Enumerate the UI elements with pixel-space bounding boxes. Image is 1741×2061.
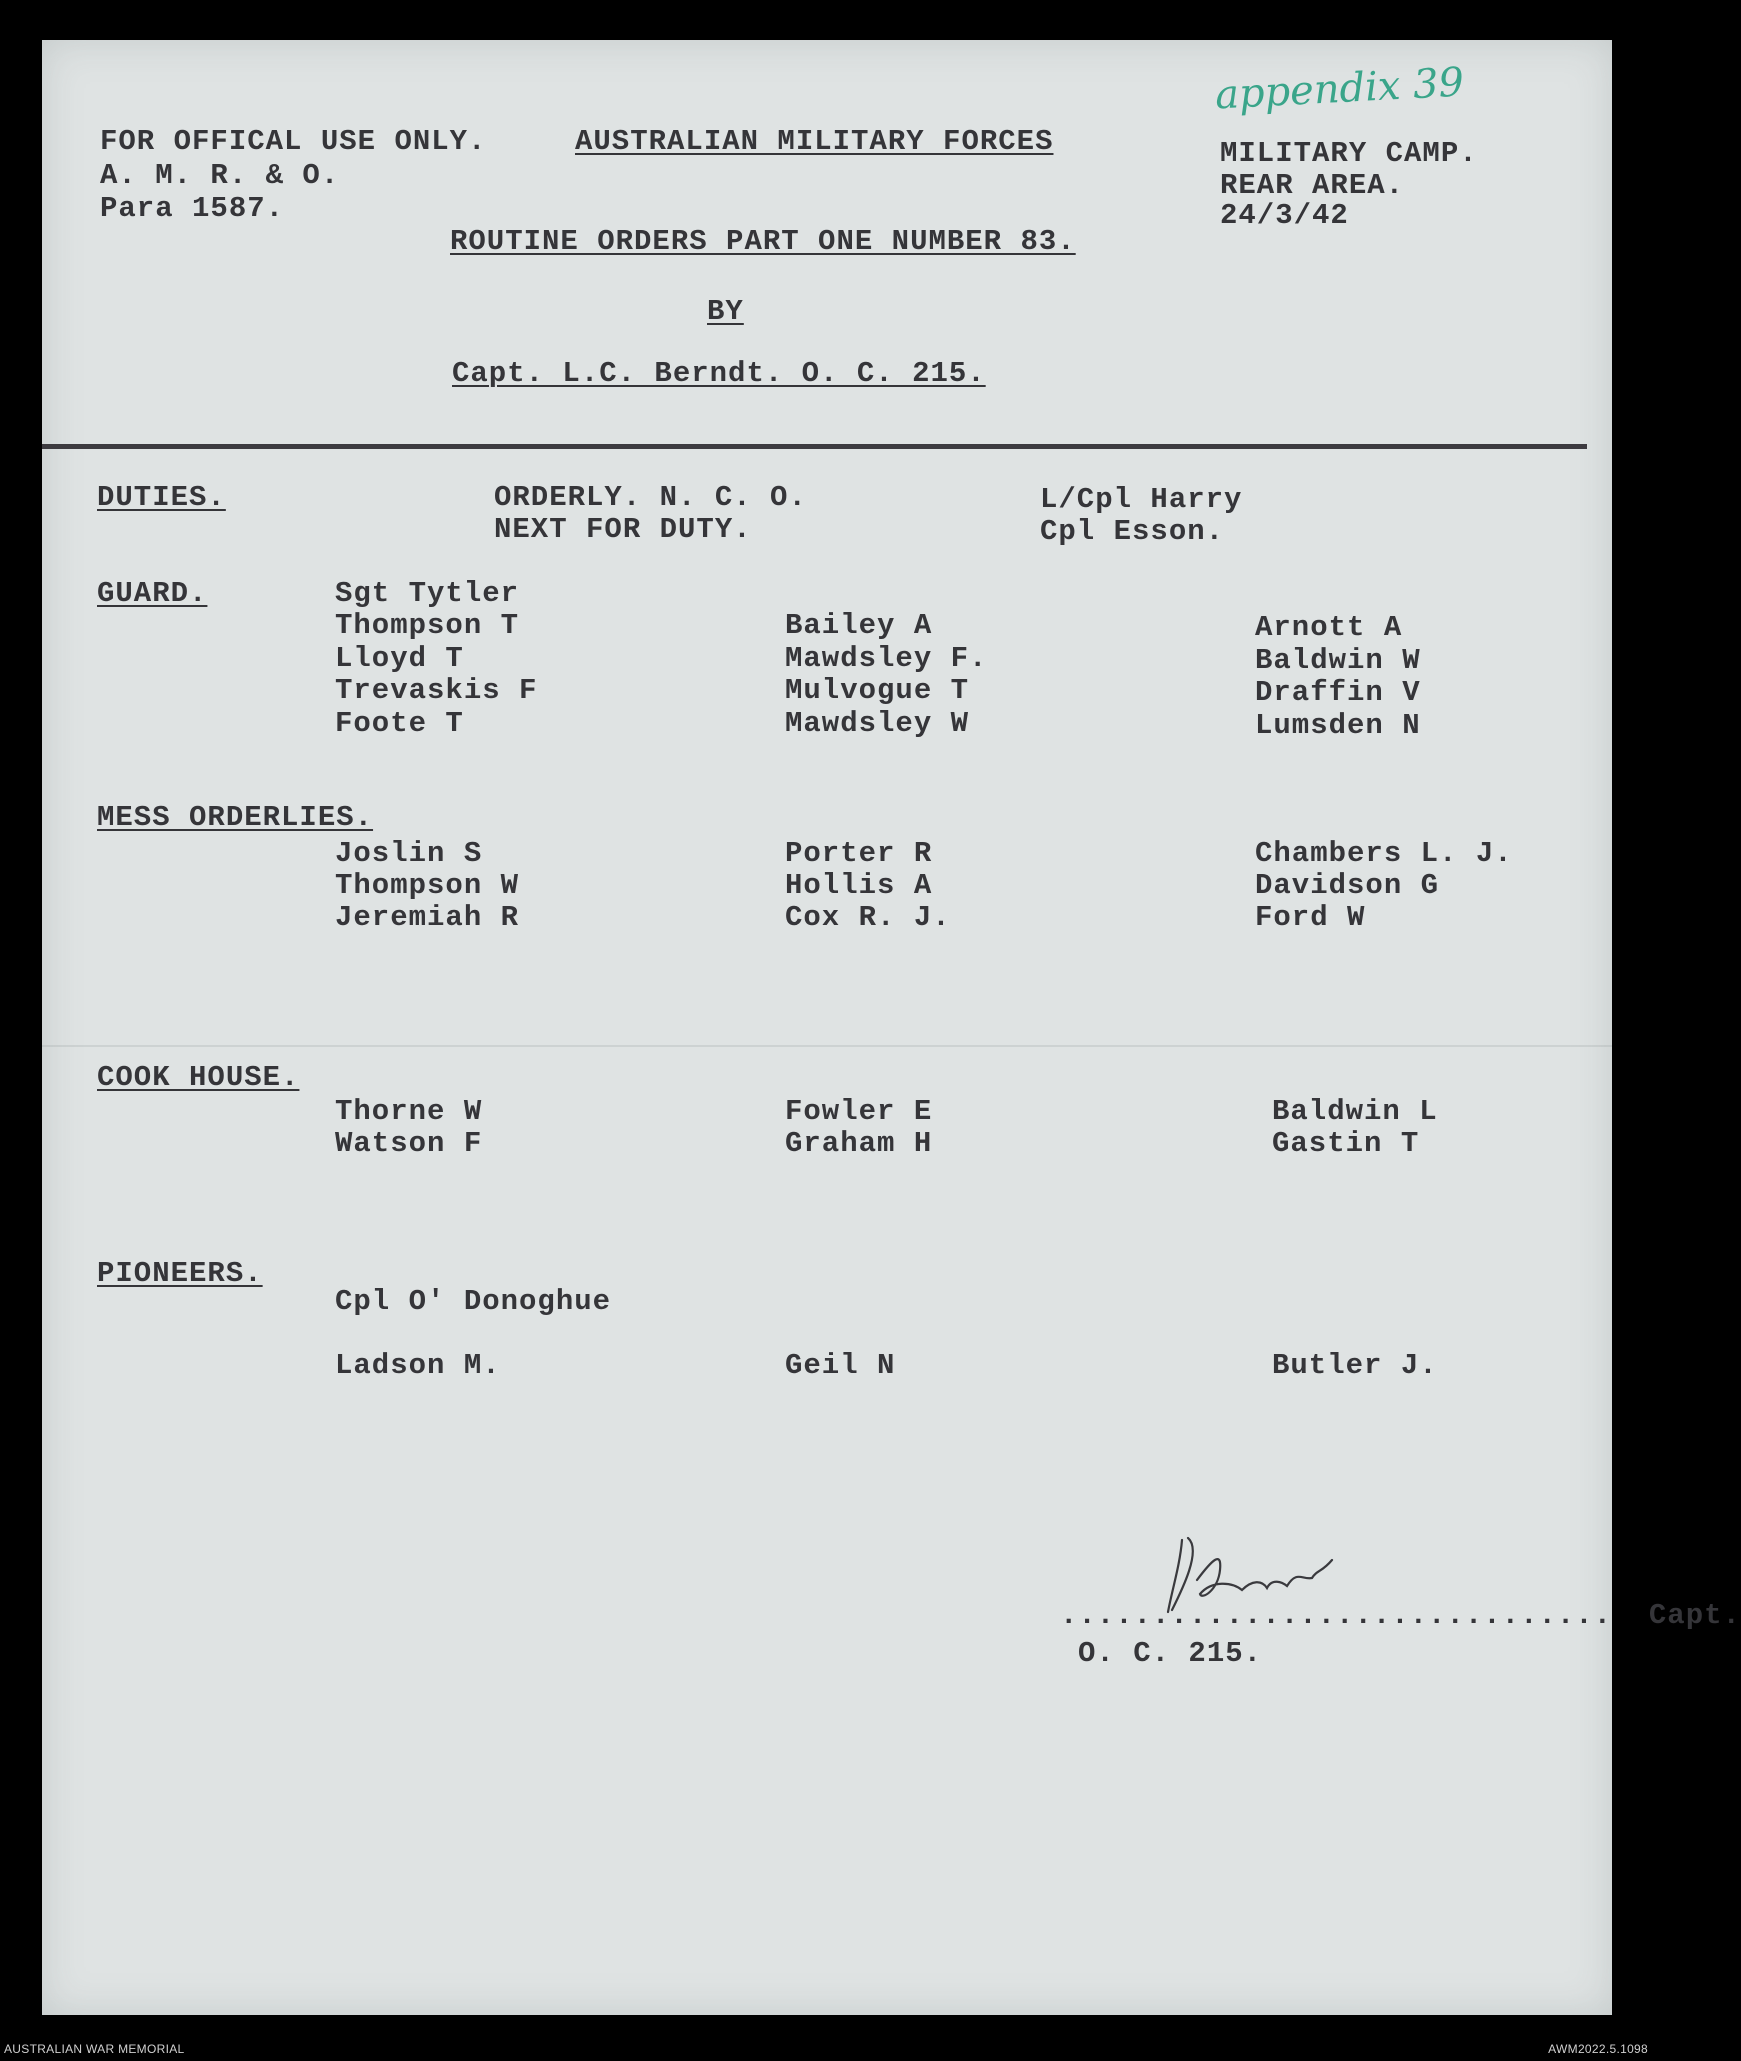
guard-lead: Sgt Tytler [335,577,520,610]
para-reference: Para 1587. [100,192,285,225]
pioneers-lead: Cpl O' Donoghue [335,1285,612,1318]
list-item: Mawdsley W [785,707,970,740]
list-item: Graham H [785,1127,933,1160]
archive-reference: AWM2022.5.1098 [1548,2042,1648,2056]
list-item: Lloyd T [335,642,464,675]
cook-house-heading: COOK HOUSE. [97,1061,300,1094]
area-name: REAR AREA. [1220,169,1405,202]
list-item: Chambers L. J. [1255,837,1513,870]
forces-heading: AUSTRALIAN MILITARY FORCES [575,125,1054,158]
classification-text: FOR OFFICAL USE ONLY. [100,125,487,158]
issuing-officer: Capt. L.C. Berndt. O. C. 215. [452,357,986,390]
next-duty-label: NEXT FOR DUTY. [494,513,752,546]
amr-reference: A. M. R. & O. [100,159,340,192]
mess-orderlies-heading: MESS ORDERLIES. [97,801,374,834]
document-title: ROUTINE ORDERS PART ONE NUMBER 83. [450,225,1076,258]
list-item: Foote T [335,707,464,740]
orderly-label: ORDERLY. N. C. O. [494,481,807,514]
list-item: Gastin T [1272,1127,1420,1160]
duties-heading: DUTIES. [97,481,226,514]
list-item: Joslin S [335,837,483,870]
archive-credit: AUSTRALIAN WAR MEMORIAL [4,2042,185,2056]
list-item: Jeremiah R [335,901,520,934]
list-item: Thompson T [335,609,520,642]
list-item: Baldwin L [1272,1095,1438,1128]
camp-name: MILITARY CAMP. [1220,137,1478,170]
list-item: Fowler E [785,1095,933,1128]
list-item: Geil N [785,1349,896,1382]
list-item: Bailey A [785,609,933,642]
signatory-unit: O. C. 215. [1078,1637,1263,1670]
divider-rule [42,444,1587,449]
list-item: Arnott A [1255,611,1403,644]
list-item: Ford W [1255,901,1366,934]
list-item: Lumsden N [1255,709,1421,742]
paper-fold [42,1045,1612,1047]
list-item: Hollis A [785,869,933,902]
next-duty-name: Cpl Esson. [1040,515,1225,548]
list-item: Mulvogue T [785,674,970,707]
list-item: Watson F [335,1127,483,1160]
list-item: Porter R [785,837,933,870]
list-item: Butler J. [1272,1349,1438,1382]
list-item: Thompson W [335,869,520,902]
list-item: Trevaskis F [335,674,538,707]
list-item: Baldwin W [1255,644,1421,677]
signature-line: .............................. Capt. [1060,1599,1741,1632]
list-item: Thorne W [335,1095,483,1128]
list-item: Davidson G [1255,869,1440,902]
pioneers-heading: PIONEERS. [97,1257,263,1290]
orderly-name: L/Cpl Harry [1040,483,1243,516]
list-item: Draffin V [1255,676,1421,709]
list-item: Mawdsley F. [785,642,988,675]
document-page [42,40,1612,2015]
order-date: 24/3/42 [1220,199,1349,232]
handwritten-annotation: appendix 39 [1213,59,1466,119]
guard-heading: GUARD. [97,577,208,610]
by-label: BY [707,295,744,328]
list-item: Cox R. J. [785,901,951,934]
list-item: Ladson M. [335,1349,501,1382]
